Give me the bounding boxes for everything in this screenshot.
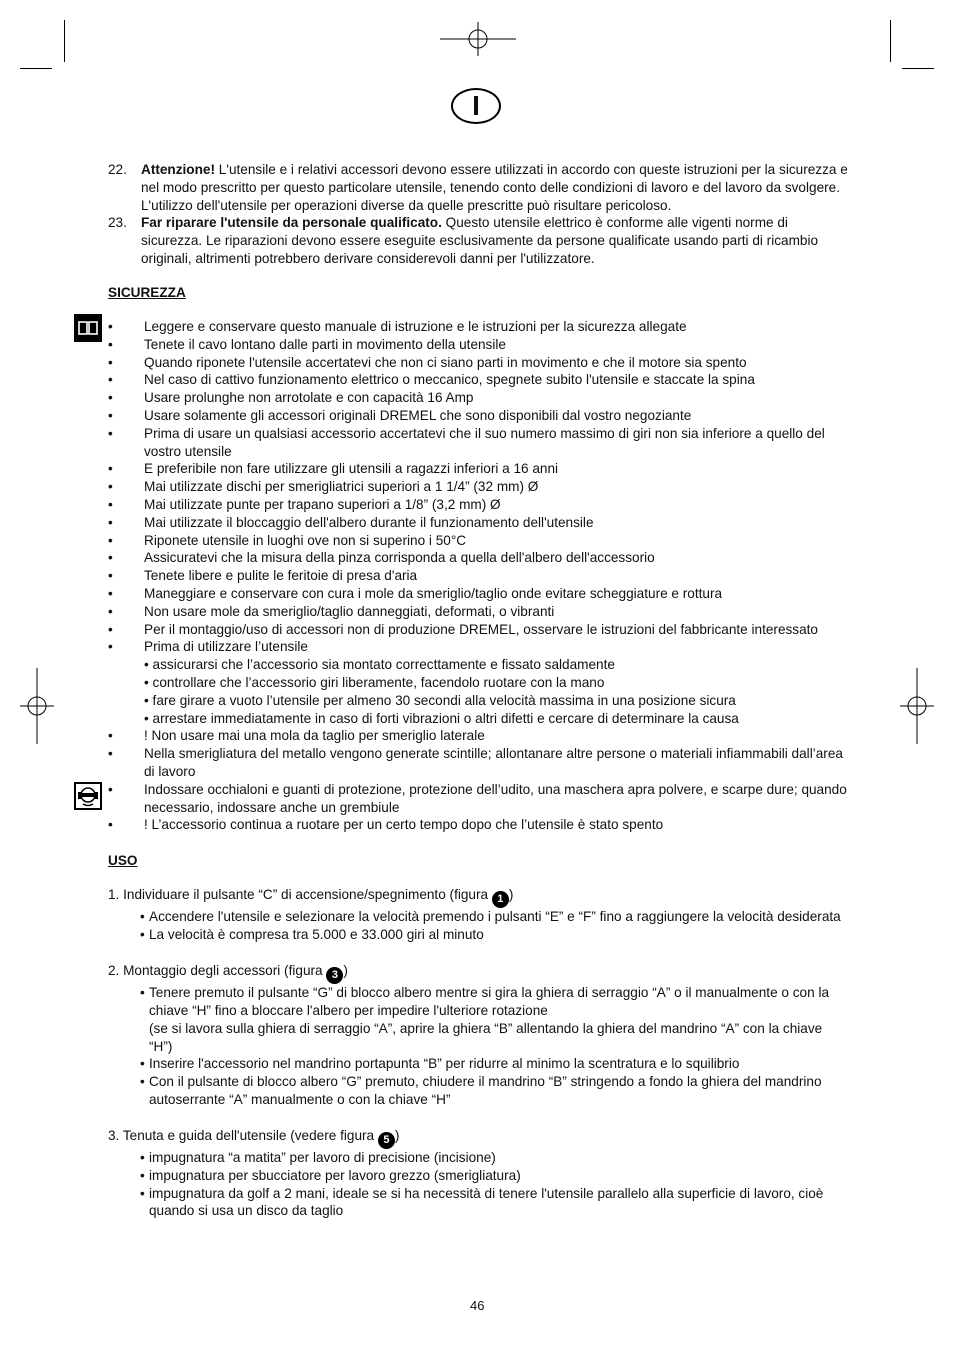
bullet-mark: • (108, 496, 113, 512)
list-item-text: Mai utilizzate dischi per smerigliatrici superiori a 1 1/4” (32 mm) Ø (144, 479, 539, 495)
list-item (108, 407, 848, 425)
bullet-mark: • (140, 1185, 145, 1201)
crop-mark (64, 20, 65, 62)
list-item (108, 1073, 848, 1109)
list-item-text: Mai utilizzate punte per trapano superiori a 1/8” (3,2 mm) Ø (144, 496, 501, 512)
crop-mark (890, 20, 891, 62)
bullet-mark: • (108, 621, 113, 637)
safety-item-23 (108, 214, 848, 267)
safety-item-22 (108, 161, 848, 214)
list-item-text: Quando riponete l'utensile accertatevi che non ci siano parti in movimento e che il motore sia spento (144, 354, 747, 370)
list-item-text: Indossare occhialoni e guanti di protezione, protezione dell’udito, una maschera apra polvere, e scarpe dure; quando necessario, indossare anche un grembiule (144, 781, 847, 815)
list-item-text: Assicuratevi che la misura della pinza corrisponda a quella dell'albero dell'accessorio (144, 550, 655, 566)
list-item (108, 389, 848, 407)
bullet-mark: • (140, 1149, 145, 1165)
bullet-mark: • (108, 461, 113, 477)
bullet-mark: • (108, 390, 113, 406)
usage-step-1 (108, 886, 848, 908)
list-item-text: Tenere premuto il pulsante “G” di blocco albero mentre si gira la ghiera di serraggio “A” o il manualmente o con la chiave “H” fino a bloccare l'albero per impedire l'ulteriore rotazione (149, 985, 830, 1018)
list-item (108, 621, 848, 639)
sub-list-item: • assicurarsi che l’accessorio sia montato correcttamente e fissato saldamente (144, 657, 615, 673)
step-title: 3. Tenuta e guida dell'utensile (vedere figura (108, 1127, 378, 1143)
list-item-text: Prima di utilizzare l’utensile (144, 639, 308, 655)
list-item (108, 603, 848, 621)
list-item-text: Accendere l'utensile e selezionare la velocità premendo i pulsanti “E” e “F” fino a raggiungere la velocità desiderata (149, 909, 841, 925)
list-item (108, 585, 848, 603)
section-heading-uso: USO (108, 853, 138, 868)
usage-step-2 (108, 962, 848, 984)
list-item (108, 354, 848, 372)
bullet-mark: • (108, 336, 113, 352)
step-note: (se si lavora sulla ghiera di serraggio “A”, aprire la ghiera “B” allentando la ghiera del mandrino “A” con la chiave “H”) (149, 1020, 823, 1054)
list-item-text: Tenete il cavo lontano dalle parti in movimento della utensile (144, 336, 506, 352)
bullet-mark: • (140, 1074, 145, 1090)
list-item (108, 1185, 848, 1221)
protective-equipment-icon (74, 782, 102, 810)
bullet-mark: • (108, 319, 113, 334)
bullet-mark: • (108, 354, 113, 370)
list-item (108, 336, 848, 354)
sub-list-item: • fare girare a vuoto l’utensile per almeno 30 secondi alla velocità massima in una posizione sicura (144, 692, 736, 708)
bullet-mark: • (108, 514, 113, 530)
item-bold-lead: Far riparare l'utensile da personale qualificato. (141, 215, 442, 230)
list-item-text: impugnatura da golf a 2 mani, ideale se si ha necessità di tenere l'utensile parallelo alla superficie di lavoro, cioè quando si usa un disco da taglio (149, 1185, 824, 1219)
list-item-text: ! Non usare mai una mola da taglio per smeriglio laterale (144, 728, 485, 744)
list-item-text: impugnatura per sbucciatore per lavoro grezzo (smerigliatura) (149, 1167, 521, 1183)
page-number: 46 (470, 1298, 485, 1313)
list-item (108, 460, 848, 478)
list-item-text: Usare solamente gli accessori originali DREMEL che sono disponibili dal vostro negoziante (144, 407, 692, 423)
bullet-mark: • (108, 568, 113, 584)
list-item-text: Usare prolunghe non arrotolate e con capacità 16 Amp (144, 390, 474, 406)
list-item (108, 567, 848, 585)
list-item-text: Non usare mole da smeriglio/taglio danneggiati, deformati, o vibranti (144, 603, 555, 619)
list-item-text: Nel caso di cattivo funzionamento elettrico o meccanico, spegnete subito l'utensile e staccate la spina (144, 372, 755, 388)
bullet-mark: • (108, 781, 113, 797)
list-item-text: Mai utilizzate il bloccaggio dell'albero durante il funzionamento dell'utensile (144, 514, 594, 530)
list-item (108, 1149, 848, 1167)
item-text (141, 214, 848, 267)
list-item (108, 425, 848, 461)
registration-mark-icon (20, 668, 54, 744)
list-item (108, 745, 848, 781)
language-badge: I (451, 88, 501, 124)
bullet-mark: • (108, 532, 113, 548)
list-item (108, 1167, 848, 1185)
list-item (108, 532, 848, 550)
step-title: 1. Individuare il pulsante “C” di accensione/spegnimento (figura (108, 887, 492, 902)
list-item (108, 926, 848, 944)
item-body: L'utensile e i relativi accessori devono essere utilizzati in accordo con queste istruzioni per la sicurezza e nel modo prescritto per questo particolare utensile, tenendo conto delle condizioni di lavoro e del lavoro da svolgere. L'utilizzo dell'utensile per operazioni diverse da quelle prescritte può risultare pericoloso. (141, 162, 848, 213)
list-item (108, 496, 848, 514)
read-manual-icon (74, 314, 102, 342)
list-item-text: impugnatura “a matita” per lavoro di precisione (incisione) (149, 1149, 496, 1165)
item-body: Questo utensile elettrico è conforme alle vigenti norme di sicurezza. Le riparazioni devono essere eseguite esclusivamente da persone qualificate usando parti di ricambio originali, altrimenti potrebbero derivare considerevoli danni per l'utilizzatore. (141, 215, 819, 266)
list-item-text: La velocità è compresa tra 5.000 e 33.000 giri al minuto (149, 927, 484, 943)
bullet-mark: • (108, 817, 113, 833)
item-bold-lead: Attenzione! (141, 162, 216, 177)
sub-list-item: • controllare che l’accessorio giri liberamente, facendolo ruotare con la mano (144, 674, 605, 690)
bullet-mark: • (140, 909, 145, 925)
bullet-mark: • (140, 1167, 145, 1183)
figure-ref-icon: 5 (378, 1132, 395, 1149)
bullet-mark: • (108, 550, 113, 566)
list-item (108, 908, 848, 926)
bullet-mark: • (108, 372, 113, 388)
section-heading-sicurezza: SICUREZZA (108, 285, 186, 300)
item-text (141, 161, 848, 214)
item-number: 23. (108, 215, 127, 230)
list-item (108, 318, 848, 336)
step-close: ) (394, 1127, 400, 1143)
bullet-mark: • (108, 407, 113, 423)
item-number: 22. (108, 162, 127, 177)
bullet-mark: • (108, 639, 113, 655)
step-title: 2. Montaggio degli accessori (figura (108, 962, 327, 978)
registration-mark-icon (440, 22, 516, 56)
bullet-mark: • (108, 479, 113, 495)
list-item (108, 638, 848, 656)
list-item-text: Nella smerigliatura del metallo vengono generate scintille; allontanare altre persone o materiali infiammabili dall’area di lavoro (144, 746, 843, 779)
list-item (108, 371, 848, 389)
list-item (108, 514, 848, 532)
list-item-text: E preferibile non fare utilizzare gli utensili a ragazzi inferiori a 16 anni (144, 461, 559, 477)
crop-mark (902, 68, 934, 69)
list-item (108, 781, 848, 817)
bullet-mark: • (108, 585, 113, 601)
list-item (108, 816, 848, 834)
list-item (108, 1055, 848, 1073)
list-item-text: Inserire l'accessorio nel mandrino portapunta “B” per ridurre al minimo la scentratura e lo squilibrio (149, 1056, 740, 1072)
list-item-text: Con il pulsante di blocco albero “G” premuto, chiudere il mandrino “B” stringendo a fondo la ghiera del mandrino autoserrante “A” manualmente o con la chiave “H” (149, 1074, 822, 1107)
safety-bullet-list (108, 318, 848, 834)
bullet-mark: • (108, 728, 113, 744)
list-item (108, 727, 848, 745)
step-close: ) (508, 887, 514, 902)
list-item-text: Riponete utensile in luoghi ove non si superino i 50°C (144, 532, 467, 548)
bullet-mark: • (108, 603, 113, 619)
bullet-mark: • (140, 927, 145, 943)
list-item (108, 549, 848, 567)
registration-mark-icon (900, 668, 934, 744)
list-item-text: Per il montaggio/uso di accessori non di produzione DREMEL, osservare le istruzioni del fabbricante interessato (144, 621, 818, 637)
list-item-text: Leggere e conservare questo manuale di istruzione e le istruzioni per la sicurezza allegate (144, 319, 687, 334)
figure-ref-icon: 3 (326, 967, 343, 984)
sub-list-item: • arrestare immediatamente in caso di forti vibrazioni o altri difetti e cercare di determinare la causa (144, 710, 739, 726)
list-item (108, 478, 848, 496)
bullet-mark: • (140, 985, 145, 1001)
list-item-text: Maneggiare e conservare con cura i mole da smeriglio/taglio onde evitare scheggiature e rottura (144, 585, 723, 601)
list-item-text: Tenete libere e pulite le feritoie di presa d'aria (144, 568, 418, 584)
bullet-mark: • (108, 425, 113, 441)
usage-steps (108, 886, 848, 1220)
list-item-text: Prima di usare un qualsiasi accessorio accertatevi che il suo numero massimo di giri non sia inferiore a quello del vostro utensile (144, 425, 825, 459)
bullet-mark: • (140, 1056, 145, 1072)
step-close: ) (343, 962, 348, 978)
bullet-mark: • (108, 746, 113, 762)
usage-step-3 (108, 1127, 848, 1149)
list-item-text: ! L’accessorio continua a ruotare per un certo tempo dopo che l’utensile è stato spento (144, 817, 664, 833)
list-item (108, 984, 848, 1020)
figure-ref-icon: 1 (492, 891, 509, 908)
crop-mark (20, 68, 52, 69)
